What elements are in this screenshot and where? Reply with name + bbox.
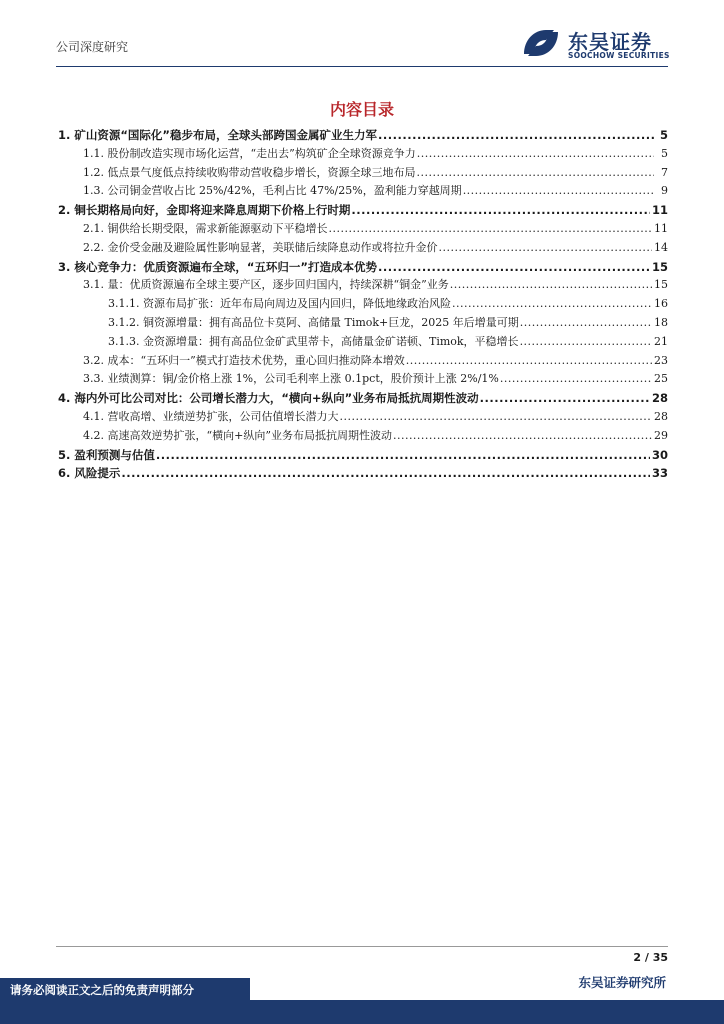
toc-entry-title: 4.2. 高速高效逆势扩张，“横向+纵向”业务布局抵抗周期性波动 bbox=[83, 428, 392, 442]
bottom-band bbox=[0, 1000, 724, 1024]
toc-entry[interactable] bbox=[58, 182, 668, 201]
header-divider bbox=[56, 66, 668, 67]
toc-entry-page: 21 bbox=[654, 334, 668, 348]
toc-entry-page: 11 bbox=[651, 203, 668, 218]
toc-entry-title: 3. 核心竞争力：优质资源遍布全球，“五环归一”打造成本优势 bbox=[58, 259, 377, 274]
toc-entry-page: 25 bbox=[654, 372, 668, 386]
disclaimer-text: 请务必阅读正文之后的免责声明部分 bbox=[10, 983, 194, 997]
toc-entry-title: 3.1.3. 金资源增量：拥有高品位金矿武里蒂卡，高储量金矿诺顿、Timok，平稳增长 bbox=[108, 334, 519, 348]
toc-entry-title: 4.1. 营收高增、业绩逆势扩张，公司估值增长潜力大 bbox=[83, 409, 339, 423]
company-logo bbox=[520, 24, 680, 64]
toc-entry-page: 33 bbox=[651, 466, 668, 481]
toc-entry-title: 1.2. 低点景气度低点持续收购带动营收稳步增长，资源全球三地布局 bbox=[83, 165, 416, 179]
toc-leader-dots bbox=[339, 408, 653, 427]
report-type-label: 公司深度研究 bbox=[56, 40, 129, 54]
toc-leader-dots bbox=[377, 126, 654, 145]
institute-name: 东吴证券研究所 bbox=[578, 975, 666, 990]
toc-entry-page: 14 bbox=[654, 240, 668, 254]
toc-leader-dots bbox=[120, 464, 650, 483]
toc-leader-dots bbox=[479, 389, 650, 408]
toc-leader-dots bbox=[438, 239, 653, 258]
toc-leader-dots bbox=[155, 446, 650, 465]
toc-entry[interactable] bbox=[58, 145, 668, 164]
toc-title: 内容目录 bbox=[329, 100, 394, 119]
toc-leader-dots bbox=[416, 164, 655, 183]
toc-leader-dots bbox=[519, 333, 652, 352]
toc-entry[interactable] bbox=[58, 333, 668, 352]
toc-entry-page: 7 bbox=[661, 165, 668, 179]
toc-entry-page: 28 bbox=[654, 409, 668, 423]
toc-leader-dots bbox=[449, 276, 652, 295]
toc-entry[interactable] bbox=[58, 408, 668, 427]
toc-entry-title: 4. 海内外可比公司对比：公司增长潜力大，“横向+纵向”业务布局抵抗周期性波动 bbox=[58, 391, 479, 406]
toc-entry-title: 3.2. 成本：“五环归一”模式打造技术优势，重心回归推动降本增效 bbox=[83, 353, 405, 367]
toc-leader-dots bbox=[416, 145, 654, 164]
toc-entry-title: 6. 风险提示 bbox=[58, 466, 121, 481]
toc-entry[interactable] bbox=[58, 220, 668, 239]
toc-entry[interactable] bbox=[58, 258, 668, 277]
toc-entry-page: 23 bbox=[654, 353, 668, 367]
toc-entry-page: 29 bbox=[654, 428, 668, 442]
toc-entry[interactable] bbox=[58, 352, 668, 371]
toc-entry-page: 5 bbox=[661, 146, 668, 160]
toc-entry[interactable] bbox=[58, 126, 668, 145]
logo-mark-icon bbox=[520, 24, 562, 62]
toc-entry-title: 2.1. 铜供给长期受限，需求新能源驱动下平稳增长 bbox=[83, 221, 328, 235]
toc-entry-title: 3.1. 量：优质资源遍布全球主要产区，逐步回归国内，持续深耕“铜金”业务 bbox=[83, 278, 449, 292]
footer-divider bbox=[56, 946, 668, 947]
toc-entry[interactable] bbox=[58, 201, 668, 220]
toc-entry-title: 1.3. 公司铜金营收占比 25%/42%，毛利占比 47%/25%，盈利能力穿越周期 bbox=[83, 184, 462, 198]
toc-entry-page: 30 bbox=[651, 447, 668, 462]
toc-entry-page: 18 bbox=[654, 315, 668, 329]
toc-entry[interactable] bbox=[58, 446, 668, 465]
toc-entry-title: 2. 铜长期格局向好，金即将迎来降息周期下价格上行时期 bbox=[58, 203, 351, 218]
toc-entry[interactable] bbox=[58, 389, 668, 408]
toc-leader-dots bbox=[392, 427, 652, 446]
toc-entry-page: 28 bbox=[651, 391, 668, 406]
toc-entry-title: 3.3. 业绩测算：铜/金价格上涨 1%，公司毛利率上涨 0.1pct，股价预计上涨 2%/1% bbox=[83, 372, 499, 386]
toc-entry-title: 1.1. 股份制改造实现市场化运营，“走出去”构筑矿企全球资源竞争力 bbox=[83, 146, 416, 160]
toc-entry-page: 15 bbox=[651, 259, 668, 274]
toc-entry-page: 9 bbox=[661, 184, 668, 198]
toc-leader-dots bbox=[405, 352, 652, 371]
toc-leader-dots bbox=[499, 370, 652, 389]
brand-name: 东吴证券 bbox=[568, 30, 652, 54]
toc-leader-dots bbox=[451, 295, 652, 314]
table-of-contents bbox=[58, 126, 668, 483]
toc-entry-title: 3.1.2. 铜资源增量：拥有高品位卡莫阿、高储量 Timok+巨龙，2025 年后增量可期 bbox=[108, 315, 519, 329]
toc-entry-page: 5 bbox=[659, 128, 668, 142]
page-number: 2 / 35 bbox=[633, 951, 668, 964]
toc-entry[interactable] bbox=[58, 370, 668, 389]
toc-entry[interactable] bbox=[58, 239, 668, 258]
toc-leader-dots bbox=[462, 182, 654, 201]
toc-leader-dots bbox=[350, 201, 650, 220]
toc-entry-title: 1. 矿山资源“国际化”稳步布局，全球头部跨国金属矿业生力军 bbox=[58, 128, 377, 142]
toc-entry[interactable] bbox=[58, 164, 668, 183]
toc-entry-title: 3.1.1. 资源布局扩张：近年布局向周边及国内回归，降低地缘政治风险 bbox=[108, 297, 451, 311]
toc-leader-dots bbox=[328, 220, 653, 239]
toc-entry[interactable] bbox=[58, 314, 668, 333]
toc-entry[interactable] bbox=[58, 295, 668, 314]
toc-entry-title: 2.2. 金价受金融及避险属性影响显著，美联储后续降息动作或将拉升金价 bbox=[83, 240, 438, 254]
toc-leader-dots bbox=[377, 258, 650, 277]
toc-leader-dots bbox=[519, 314, 652, 333]
toc-entry[interactable] bbox=[58, 276, 668, 295]
toc-entry-page: 16 bbox=[654, 297, 668, 311]
toc-entry-page: 15 bbox=[654, 278, 668, 292]
brand-subtitle: SOOCHOW SECURITIES bbox=[568, 51, 670, 60]
toc-entry[interactable] bbox=[58, 464, 668, 483]
toc-entry-page: 11 bbox=[654, 221, 668, 235]
toc-entry[interactable] bbox=[58, 427, 668, 446]
toc-entry-title: 5. 盈利预测与估值 bbox=[58, 447, 155, 462]
